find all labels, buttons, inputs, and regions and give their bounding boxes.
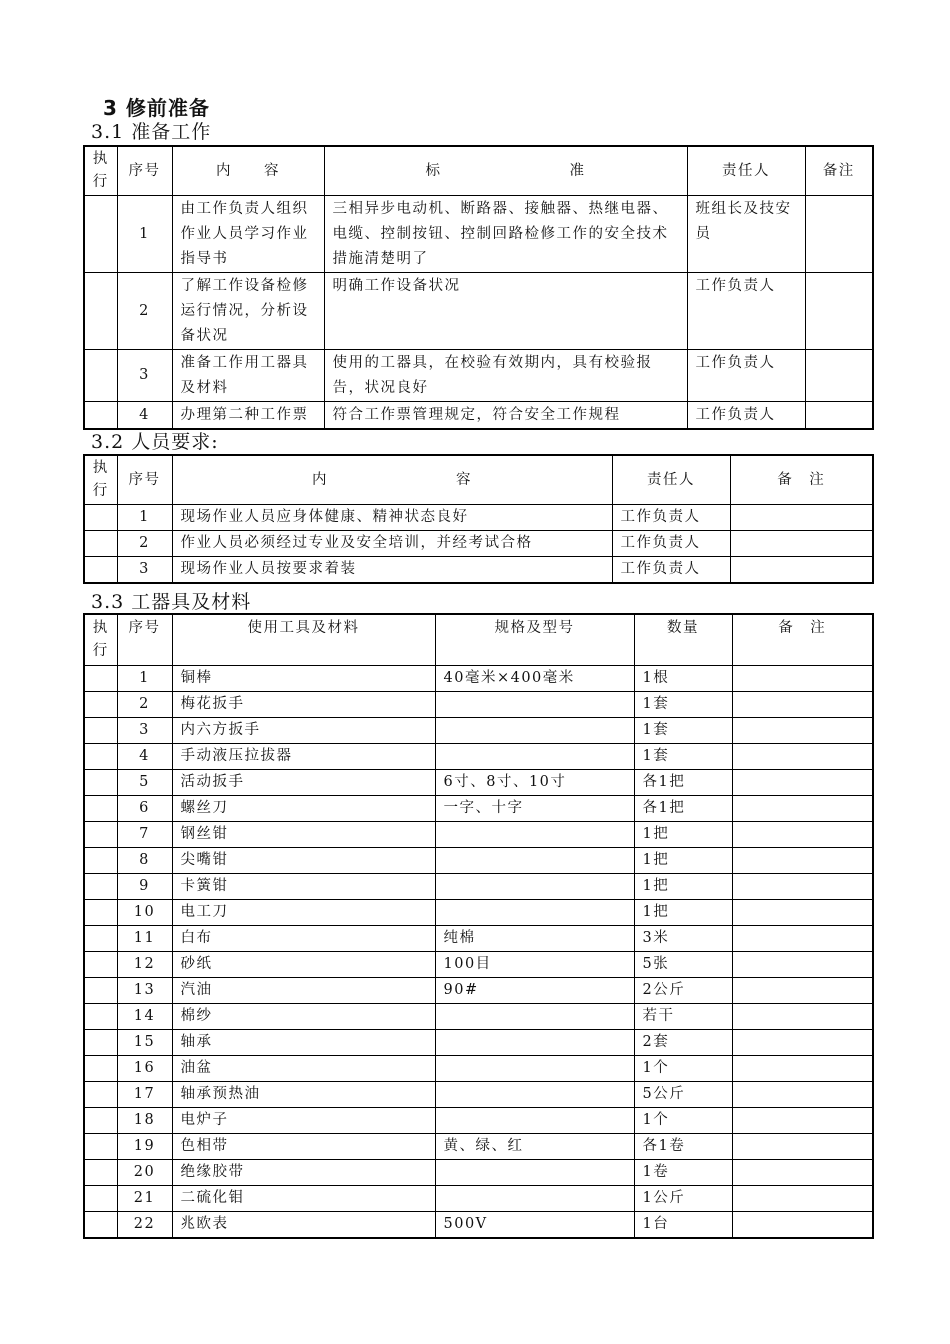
table-row bbox=[84, 822, 873, 848]
table-row bbox=[84, 978, 873, 1004]
exec-cell bbox=[84, 900, 117, 926]
seq-cell: 13 bbox=[117, 978, 172, 1004]
owner-cell: 工作负责人 bbox=[687, 402, 805, 430]
table-header-row bbox=[84, 146, 873, 196]
exec-cell bbox=[84, 1108, 117, 1134]
seq-cell: 3 bbox=[117, 718, 172, 744]
tool-name-cell: 手动液压拉拔器 bbox=[172, 744, 435, 770]
tool-name-cell: 卡簧钳 bbox=[172, 874, 435, 900]
spec-cell: 纯棉 bbox=[435, 926, 634, 952]
exec-cell bbox=[84, 350, 117, 402]
qty-cell: 1卷 bbox=[634, 1160, 732, 1186]
table-row bbox=[84, 1108, 873, 1134]
remark-cell bbox=[732, 926, 873, 952]
staff-table bbox=[83, 454, 874, 584]
seq-cell: 12 bbox=[117, 952, 172, 978]
table-row bbox=[84, 350, 873, 402]
table-row bbox=[84, 848, 873, 874]
spec-cell bbox=[435, 848, 634, 874]
spec-cell bbox=[435, 1082, 634, 1108]
exec-cell bbox=[84, 874, 117, 900]
table-row bbox=[84, 1056, 873, 1082]
exec-cell bbox=[84, 926, 117, 952]
table-row bbox=[84, 1082, 873, 1108]
col-header-spec: 规格及型号 bbox=[435, 614, 634, 666]
table-row bbox=[84, 557, 873, 584]
col-header-exec: 执行 bbox=[84, 614, 117, 666]
tool-name-cell: 色相带 bbox=[172, 1134, 435, 1160]
tool-name-cell: 兆欧表 bbox=[172, 1212, 435, 1239]
content-cell: 准备工作用工器具及材料 bbox=[172, 350, 324, 402]
seq-cell: 10 bbox=[117, 900, 172, 926]
exec-cell bbox=[84, 557, 117, 584]
table-header-row bbox=[84, 455, 873, 505]
table-row bbox=[84, 770, 873, 796]
remark-cell bbox=[732, 1186, 873, 1212]
col-header-content: 内 容 bbox=[172, 146, 324, 196]
tool-name-cell: 油盆 bbox=[172, 1056, 435, 1082]
exec-cell bbox=[84, 196, 117, 273]
col-header-owner: 责任人 bbox=[687, 146, 805, 196]
tool-name-cell: 电工刀 bbox=[172, 900, 435, 926]
seq-cell: 19 bbox=[117, 1134, 172, 1160]
remark-cell bbox=[732, 1030, 873, 1056]
table-row bbox=[84, 1186, 873, 1212]
qty-cell: 1根 bbox=[634, 666, 732, 692]
tool-name-cell: 棉纱 bbox=[172, 1004, 435, 1030]
exec-cell bbox=[84, 692, 117, 718]
content-cell: 作业人员必须经过专业及安全培训，并经考试合格 bbox=[172, 531, 612, 557]
qty-cell: 各1卷 bbox=[634, 1134, 732, 1160]
col-header-qty: 数量 bbox=[634, 614, 732, 666]
seq-cell: 21 bbox=[117, 1186, 172, 1212]
qty-cell: 1台 bbox=[634, 1212, 732, 1239]
qty-cell: 1套 bbox=[634, 718, 732, 744]
tool-name-cell: 绝缘胶带 bbox=[172, 1160, 435, 1186]
page-heading: 3 修前准备 bbox=[103, 96, 210, 120]
tool-name-cell: 尖嘴钳 bbox=[172, 848, 435, 874]
qty-cell: 1公斤 bbox=[634, 1186, 732, 1212]
table-row bbox=[84, 1134, 873, 1160]
seq-cell: 11 bbox=[117, 926, 172, 952]
owner-cell: 工作负责人 bbox=[612, 505, 730, 531]
table-row bbox=[84, 1030, 873, 1056]
tool-name-cell: 二硫化钼 bbox=[172, 1186, 435, 1212]
tool-name-cell: 活动扳手 bbox=[172, 770, 435, 796]
seq-cell: 16 bbox=[117, 1056, 172, 1082]
col-header-remark: 备注 bbox=[805, 146, 873, 196]
table-row bbox=[84, 718, 873, 744]
exec-cell bbox=[84, 978, 117, 1004]
content-cell: 现场作业人员应身体健康、精神状态良好 bbox=[172, 505, 612, 531]
remark-cell bbox=[732, 1108, 873, 1134]
spec-cell: 40毫米×400毫米 bbox=[435, 666, 634, 692]
exec-cell bbox=[84, 531, 117, 557]
prep-table bbox=[83, 145, 874, 430]
exec-cell bbox=[84, 402, 117, 430]
exec-cell bbox=[84, 848, 117, 874]
spec-cell: 500V bbox=[435, 1212, 634, 1239]
qty-cell: 1把 bbox=[634, 822, 732, 848]
seq-cell: 22 bbox=[117, 1212, 172, 1239]
exec-cell bbox=[84, 666, 117, 692]
seq-cell: 1 bbox=[117, 666, 172, 692]
owner-cell: 工作负责人 bbox=[612, 557, 730, 584]
seq-cell: 6 bbox=[117, 796, 172, 822]
exec-cell bbox=[84, 1082, 117, 1108]
seq-cell: 17 bbox=[117, 1082, 172, 1108]
standard-cell: 三相异步电动机、断路器、接触器、热继电器、电缆、控制按钮、控制回路检修工作的安全技术措施清楚明了 bbox=[324, 196, 687, 273]
seq-cell: 2 bbox=[117, 273, 172, 350]
remark-cell bbox=[730, 505, 873, 531]
owner-cell: 班组长及技安员 bbox=[687, 196, 805, 273]
qty-cell: 1把 bbox=[634, 900, 732, 926]
remark-cell bbox=[805, 350, 873, 402]
col-header-exec: 执行 bbox=[84, 146, 117, 196]
tool-name-cell: 轴承 bbox=[172, 1030, 435, 1056]
content-cell: 由工作负责人组织作业人员学习作业指导书 bbox=[172, 196, 324, 273]
spec-cell bbox=[435, 692, 634, 718]
content-cell: 了解工作设备检修运行情况，分析设备状况 bbox=[172, 273, 324, 350]
tools-table bbox=[83, 613, 874, 1239]
remark-cell bbox=[732, 692, 873, 718]
tool-name-cell: 内六方扳手 bbox=[172, 718, 435, 744]
exec-cell bbox=[84, 1186, 117, 1212]
exec-cell bbox=[84, 1212, 117, 1239]
exec-cell bbox=[84, 952, 117, 978]
spec-cell: 6寸、8寸、10寸 bbox=[435, 770, 634, 796]
tool-name-cell: 汽油 bbox=[172, 978, 435, 1004]
table-row bbox=[84, 1212, 873, 1239]
remark-cell bbox=[732, 978, 873, 1004]
qty-cell: 1套 bbox=[634, 692, 732, 718]
remark-cell bbox=[730, 557, 873, 584]
col-header-name: 使用工具及材料 bbox=[172, 614, 435, 666]
qty-cell: 1把 bbox=[634, 874, 732, 900]
qty-cell: 各1把 bbox=[634, 796, 732, 822]
table-row bbox=[84, 1004, 873, 1030]
standard-cell: 符合工作票管理规定，符合安全工作规程 bbox=[324, 402, 687, 430]
qty-cell: 2套 bbox=[634, 1030, 732, 1056]
table-row bbox=[84, 900, 873, 926]
col-header-remark: 备 注 bbox=[730, 455, 873, 505]
seq-cell: 15 bbox=[117, 1030, 172, 1056]
exec-cell bbox=[84, 273, 117, 350]
spec-cell: 90# bbox=[435, 978, 634, 1004]
table-row bbox=[84, 744, 873, 770]
seq-cell: 3 bbox=[117, 557, 172, 584]
remark-cell bbox=[732, 1212, 873, 1239]
remark-cell bbox=[805, 196, 873, 273]
standard-cell: 明确工作设备状况 bbox=[324, 273, 687, 350]
table-row bbox=[84, 952, 873, 978]
table-row bbox=[84, 505, 873, 531]
remark-cell bbox=[732, 1134, 873, 1160]
remark-cell bbox=[732, 666, 873, 692]
remark-cell bbox=[732, 900, 873, 926]
remark-cell bbox=[732, 952, 873, 978]
table-row bbox=[84, 402, 873, 430]
spec-cell: 100目 bbox=[435, 952, 634, 978]
table-header-row bbox=[84, 614, 873, 666]
col-header-exec: 执行 bbox=[84, 455, 117, 505]
remark-cell bbox=[732, 874, 873, 900]
col-header-standard: 标 准 bbox=[324, 146, 687, 196]
col-header-content: 内 容 bbox=[172, 455, 612, 505]
standard-cell: 使用的工器具，在校验有效期内，具有校验报告，状况良好 bbox=[324, 350, 687, 402]
seq-cell: 3 bbox=[117, 350, 172, 402]
qty-cell: 若干 bbox=[634, 1004, 732, 1030]
spec-cell: 黄、绿、红 bbox=[435, 1134, 634, 1160]
col-header-remark: 备 注 bbox=[732, 614, 873, 666]
seq-cell: 18 bbox=[117, 1108, 172, 1134]
owner-cell: 工作负责人 bbox=[612, 531, 730, 557]
tool-name-cell: 电炉子 bbox=[172, 1108, 435, 1134]
tool-name-cell: 钢丝钳 bbox=[172, 822, 435, 848]
tool-name-cell: 梅花扳手 bbox=[172, 692, 435, 718]
seq-cell: 4 bbox=[117, 744, 172, 770]
section-title-tools: 3.3 工器具及材料 bbox=[91, 591, 252, 613]
spec-cell bbox=[435, 1004, 634, 1030]
qty-cell: 5张 bbox=[634, 952, 732, 978]
seq-cell: 7 bbox=[117, 822, 172, 848]
exec-cell bbox=[84, 1134, 117, 1160]
table-row bbox=[84, 692, 873, 718]
content-cell: 现场作业人员按要求着装 bbox=[172, 557, 612, 584]
spec-cell bbox=[435, 1030, 634, 1056]
col-header-seq: 序号 bbox=[117, 455, 172, 505]
exec-cell bbox=[84, 1030, 117, 1056]
tool-name-cell: 螺丝刀 bbox=[172, 796, 435, 822]
owner-cell: 工作负责人 bbox=[687, 273, 805, 350]
qty-cell: 1个 bbox=[634, 1056, 732, 1082]
seq-cell: 14 bbox=[117, 1004, 172, 1030]
content-cell: 办理第二种工作票 bbox=[172, 402, 324, 430]
owner-cell: 工作负责人 bbox=[687, 350, 805, 402]
remark-cell bbox=[732, 1004, 873, 1030]
remark-cell bbox=[732, 796, 873, 822]
col-header-owner: 责任人 bbox=[612, 455, 730, 505]
spec-cell bbox=[435, 900, 634, 926]
qty-cell: 1个 bbox=[634, 1108, 732, 1134]
section-title-staff: 3.2 人员要求: bbox=[91, 431, 219, 453]
spec-cell bbox=[435, 822, 634, 848]
exec-cell bbox=[84, 770, 117, 796]
spec-cell bbox=[435, 1056, 634, 1082]
seq-cell: 9 bbox=[117, 874, 172, 900]
qty-cell: 3米 bbox=[634, 926, 732, 952]
spec-cell: 一字、十字 bbox=[435, 796, 634, 822]
exec-cell bbox=[84, 1004, 117, 1030]
tool-name-cell: 轴承预热油 bbox=[172, 1082, 435, 1108]
remark-cell bbox=[805, 402, 873, 430]
seq-cell: 4 bbox=[117, 402, 172, 430]
table-row bbox=[84, 926, 873, 952]
tool-name-cell: 铜棒 bbox=[172, 666, 435, 692]
remark-cell bbox=[732, 718, 873, 744]
spec-cell bbox=[435, 1108, 634, 1134]
exec-cell bbox=[84, 1056, 117, 1082]
table-row bbox=[84, 796, 873, 822]
qty-cell: 各1把 bbox=[634, 770, 732, 796]
seq-cell: 8 bbox=[117, 848, 172, 874]
remark-cell bbox=[732, 770, 873, 796]
table-row bbox=[84, 874, 873, 900]
qty-cell: 1套 bbox=[634, 744, 732, 770]
exec-cell bbox=[84, 1160, 117, 1186]
col-header-seq: 序号 bbox=[117, 614, 172, 666]
seq-cell: 2 bbox=[117, 531, 172, 557]
col-header-seq: 序号 bbox=[117, 146, 172, 196]
remark-cell bbox=[730, 531, 873, 557]
seq-cell: 1 bbox=[117, 505, 172, 531]
exec-cell bbox=[84, 796, 117, 822]
spec-cell bbox=[435, 1186, 634, 1212]
qty-cell: 1把 bbox=[634, 848, 732, 874]
spec-cell bbox=[435, 874, 634, 900]
remark-cell bbox=[732, 744, 873, 770]
table-row bbox=[84, 531, 873, 557]
seq-cell: 20 bbox=[117, 1160, 172, 1186]
table-row bbox=[84, 1160, 873, 1186]
remark-cell bbox=[805, 273, 873, 350]
remark-cell bbox=[732, 822, 873, 848]
spec-cell bbox=[435, 1160, 634, 1186]
tool-name-cell: 白布 bbox=[172, 926, 435, 952]
spec-cell bbox=[435, 744, 634, 770]
exec-cell bbox=[84, 744, 117, 770]
table-row bbox=[84, 666, 873, 692]
table-row bbox=[84, 273, 873, 350]
exec-cell bbox=[84, 505, 117, 531]
remark-cell bbox=[732, 1160, 873, 1186]
exec-cell bbox=[84, 718, 117, 744]
spec-cell bbox=[435, 718, 634, 744]
seq-cell: 5 bbox=[117, 770, 172, 796]
table-row bbox=[84, 196, 873, 273]
seq-cell: 1 bbox=[117, 196, 172, 273]
remark-cell bbox=[732, 848, 873, 874]
exec-cell bbox=[84, 822, 117, 848]
qty-cell: 5公斤 bbox=[634, 1082, 732, 1108]
remark-cell bbox=[732, 1082, 873, 1108]
section-title-prep: 3.1 准备工作 bbox=[91, 121, 212, 143]
seq-cell: 2 bbox=[117, 692, 172, 718]
tool-name-cell: 砂纸 bbox=[172, 952, 435, 978]
qty-cell: 2公斤 bbox=[634, 978, 732, 1004]
remark-cell bbox=[732, 1056, 873, 1082]
